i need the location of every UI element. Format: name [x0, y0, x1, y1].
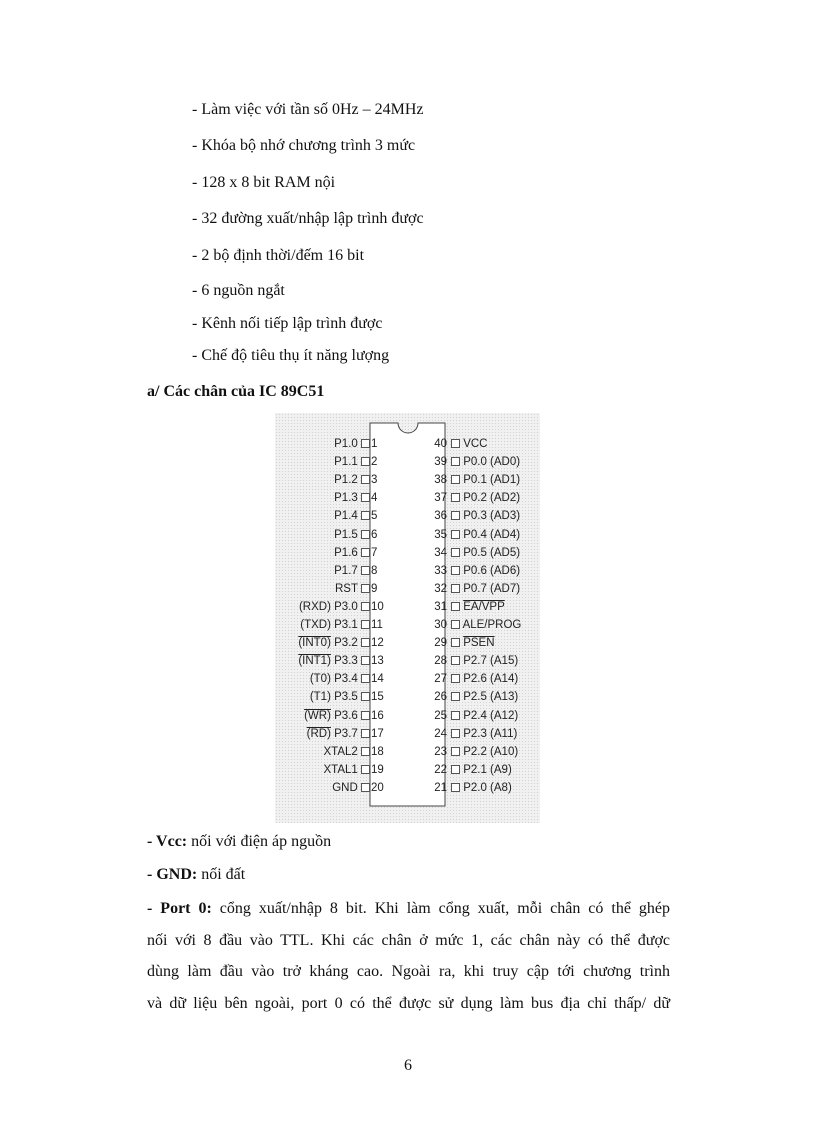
- right-pin-label: [451, 763, 512, 777]
- feature-item: - 2 bộ định thời/đếm 16 bit: [192, 247, 365, 264]
- pin-pad: [451, 457, 460, 466]
- left-pin-label: [334, 455, 370, 469]
- pin-pad: [361, 656, 370, 665]
- pin-name: EA/VPP: [463, 601, 505, 613]
- pin-pad: [451, 674, 460, 683]
- pin-number: 29: [434, 637, 447, 649]
- ic-89c51-pinout-diagram: [275, 413, 540, 823]
- pin-alt-function: (RD): [306, 728, 331, 740]
- pin-number: 3: [371, 474, 378, 486]
- left-pin-label: [298, 636, 370, 650]
- pin-name: P2.4 (A12): [463, 710, 519, 722]
- feature-item: - Kênh nối tiếp lập trình được: [192, 315, 383, 332]
- left-pin-label: [304, 709, 370, 723]
- pin-number: 32: [434, 583, 447, 595]
- pin-pad: [451, 493, 460, 502]
- right-pin-label: [451, 636, 495, 650]
- pin-number: 33: [434, 565, 447, 577]
- pin-number: 22: [434, 764, 447, 776]
- pin-pad: [451, 729, 460, 738]
- pin-pad: [361, 511, 370, 520]
- pin-number: 26: [434, 691, 447, 703]
- pin-number: 20: [371, 782, 384, 794]
- pin-number: 7: [371, 547, 378, 559]
- right-pin-label: [451, 528, 520, 542]
- pin-alt-function: (TXD): [300, 619, 331, 631]
- pin-name: P2.1 (A9): [463, 764, 512, 776]
- pin-name: P2.6 (A14): [463, 673, 519, 685]
- pin-name: P2.5 (A13): [463, 691, 519, 703]
- pin-name: P3.3: [334, 655, 358, 667]
- port0-description-line: - Port 0: cổng xuất/nhập 8 bit. Khi làm cổng xuất, mỗi chân có thể ghép: [147, 900, 671, 917]
- pin-pad: [361, 602, 370, 611]
- pin-name: VCC: [463, 438, 488, 450]
- pin-number: 34: [434, 547, 447, 559]
- pin-alt-function: (T1): [309, 691, 331, 703]
- pin-pad: [451, 584, 460, 593]
- pin-name: P3.2: [334, 637, 358, 649]
- pin-name: P0.2 (AD2): [463, 492, 521, 504]
- pin-name: P2.0 (A8): [463, 782, 512, 794]
- pin-number: 10: [371, 601, 384, 613]
- feature-item: - 128 x 8 bit RAM nội: [192, 174, 336, 191]
- pin-pad: [451, 439, 460, 448]
- right-pin-label: [451, 546, 520, 560]
- pin-name: P1.5: [334, 529, 358, 541]
- pin-name: P0.7 (AD7): [463, 583, 521, 595]
- right-pin-label: [451, 654, 518, 668]
- page-number: 6: [404, 1057, 412, 1074]
- pin-number: 6: [371, 529, 378, 541]
- left-pin-label: [334, 437, 370, 451]
- pin-pad: [361, 747, 370, 756]
- pin-number: 37: [434, 492, 447, 504]
- feature-item: - 6 nguồn ngắt: [192, 282, 285, 299]
- right-pin-label: [451, 672, 518, 686]
- pin-pad: [451, 656, 460, 665]
- pin-name: P0.0 (AD0): [463, 456, 521, 468]
- right-pin-label: [451, 473, 520, 487]
- pin-pad: [451, 765, 460, 774]
- pin-name: GND: [332, 782, 358, 794]
- gnd-description: - GND: nối đất: [147, 866, 246, 883]
- pin-pad: [361, 584, 370, 593]
- pin-number: 19: [371, 764, 384, 776]
- left-pin-label: [323, 745, 370, 759]
- left-pin-label: [334, 473, 370, 487]
- pin-name: XTAL1: [323, 764, 358, 776]
- pin-number: 35: [434, 529, 447, 541]
- left-pin-label: [334, 546, 370, 560]
- port0-description-line: và dữ liệu bên ngoài, port 0 có thể được sử dụng làm bus địa chỉ thấp/ dữ: [147, 995, 670, 1012]
- pin-pad: [451, 620, 460, 629]
- left-pin-label: [323, 763, 370, 777]
- right-pin-label: [451, 690, 518, 704]
- pin-name: P3.4: [334, 673, 358, 685]
- pin-name: P1.0: [334, 438, 358, 450]
- pin-pad: [451, 602, 460, 611]
- right-pin-label: [451, 618, 521, 632]
- pin-number: 4: [371, 492, 378, 504]
- pin-number: 24: [434, 728, 447, 740]
- pin-number: 30: [434, 619, 447, 631]
- feature-item: - Khóa bộ nhớ chương trình 3 mức: [192, 137, 416, 154]
- right-pin-label: [451, 709, 518, 723]
- pin-name: P1.3: [334, 492, 358, 504]
- right-pin-label: [451, 582, 520, 596]
- right-pin-label: [451, 564, 520, 578]
- pin-pad: [451, 711, 460, 720]
- right-pin-label: [451, 509, 520, 523]
- pin-name: P0.3 (AD3): [463, 510, 521, 522]
- pin-pad: [361, 674, 370, 683]
- pin-pad: [451, 566, 460, 575]
- pin-number: 27: [434, 673, 447, 685]
- right-pin-label: [451, 437, 487, 451]
- pin-number: 13: [371, 655, 384, 667]
- left-pin-label: [335, 582, 370, 596]
- left-pin-label: [310, 672, 370, 686]
- feature-item: - Làm việc với tần số 0Hz – 24MHz: [192, 101, 424, 118]
- pin-alt-function: (RXD): [298, 601, 331, 613]
- pin-number: 15: [371, 691, 384, 703]
- pin-number: 21: [434, 782, 447, 794]
- pin-name: P2.7 (A15): [463, 655, 519, 667]
- pin-pad: [451, 548, 460, 557]
- pin-number: 14: [371, 673, 384, 685]
- pin-pad: [361, 439, 370, 448]
- feature-item: - Chế độ tiêu thụ ít năng lượng: [192, 347, 390, 364]
- left-pin-label: [298, 654, 370, 668]
- pin-name: P2.2 (A10): [463, 746, 519, 758]
- right-pin-label: [451, 600, 505, 614]
- pin-name: P3.7: [334, 728, 358, 740]
- pin-name: P3.6: [334, 710, 358, 722]
- pin-pad: [451, 530, 460, 539]
- right-pin-label: [451, 727, 517, 741]
- pin-name: P0.6 (AD6): [463, 565, 521, 577]
- pin-alt-function: (T0): [309, 673, 331, 685]
- pin-number: 1: [371, 438, 378, 450]
- left-pin-label: [300, 618, 370, 632]
- pin-number: 17: [371, 728, 384, 740]
- pin-name: XTAL2: [323, 746, 358, 758]
- pin-name: P1.2: [334, 474, 358, 486]
- pin-name: P0.1 (AD1): [463, 474, 521, 486]
- port0-description-line: dùng làm đầu vào trở kháng cao. Ngoài ra, khi truy cập tới chương trình: [147, 963, 670, 980]
- right-pin-label: [451, 455, 520, 469]
- left-pin-label: [299, 600, 370, 614]
- pin-number: 2: [371, 456, 378, 468]
- right-pin-label: [451, 745, 518, 759]
- pin-number: 16: [371, 710, 384, 722]
- pin-number: 39: [434, 456, 447, 468]
- pin-pad: [361, 638, 370, 647]
- pin-name: P1.7: [334, 565, 358, 577]
- pin-pad: [451, 783, 460, 792]
- pin-number: 31: [434, 601, 447, 613]
- pin-number: 12: [371, 637, 384, 649]
- pin-pad: [451, 747, 460, 756]
- pin-number: 18: [371, 746, 384, 758]
- pin-pad: [361, 530, 370, 539]
- feature-item: - 32 đường xuất/nhập lập trình được: [192, 210, 424, 227]
- pin-name: P3.1: [334, 619, 358, 631]
- pin-name: RST: [335, 583, 358, 595]
- left-pin-label: [334, 528, 370, 542]
- pin-alt-function: (INT1): [298, 655, 331, 667]
- pin-pad: [451, 475, 460, 484]
- vcc-description: - Vcc: nối với điện áp nguồn: [147, 833, 332, 850]
- right-pin-label: [451, 491, 520, 505]
- pin-number: 38: [434, 474, 447, 486]
- pin-pad: [451, 511, 460, 520]
- left-pin-label: [334, 564, 370, 578]
- pin-pad: [361, 457, 370, 466]
- pin-alt-function: (WR): [304, 710, 331, 722]
- port0-description-line: nối với 8 đầu vào TTL. Khi các chân ở mức 1, các chân này có thể được: [147, 932, 670, 949]
- pin-name: P2.3 (A11): [463, 728, 518, 740]
- pin-pad: [361, 729, 370, 738]
- right-pin-label: [451, 781, 512, 795]
- section-heading: a/ Các chân của IC 89C51: [147, 383, 325, 400]
- left-pin-label: [310, 690, 370, 704]
- pin-name: P3.0: [334, 601, 358, 613]
- left-pin-label: [334, 491, 370, 505]
- pin-name: ALE/PROG: [462, 619, 522, 631]
- pin-number: 5: [371, 510, 378, 522]
- pin-number: 8: [371, 565, 378, 577]
- pin-name: P1.1: [334, 456, 358, 468]
- pin-name: PSEN: [463, 637, 495, 649]
- pin-pad: [451, 692, 460, 701]
- pin-pad: [451, 638, 460, 647]
- pin-number: 40: [434, 438, 447, 450]
- left-pin-label: [307, 727, 370, 741]
- pin-name: P1.6: [334, 547, 358, 559]
- left-pin-label: [334, 509, 370, 523]
- pin-pad: [361, 548, 370, 557]
- pin-pad: [361, 783, 370, 792]
- pin-name: P3.5: [334, 691, 358, 703]
- pin-name: P1.4: [334, 510, 358, 522]
- pin-number: 9: [371, 583, 378, 595]
- pin-pad: [361, 711, 370, 720]
- pin-name: P0.4 (AD4): [463, 529, 521, 541]
- pin-number: 11: [371, 619, 383, 631]
- pin-alt-function: (INT0): [298, 637, 331, 649]
- pin-pad: [361, 765, 370, 774]
- pin-pad: [361, 620, 370, 629]
- left-pin-label: [332, 781, 370, 795]
- pin-pad: [361, 475, 370, 484]
- pin-number: 25: [434, 710, 447, 722]
- pin-pad: [361, 493, 370, 502]
- pin-pad: [361, 566, 370, 575]
- pin-number: 36: [434, 510, 447, 522]
- pin-name: P0.5 (AD5): [463, 547, 521, 559]
- pin-number: 28: [434, 655, 447, 667]
- pin-number: 23: [434, 746, 447, 758]
- pin-pad: [361, 692, 370, 701]
